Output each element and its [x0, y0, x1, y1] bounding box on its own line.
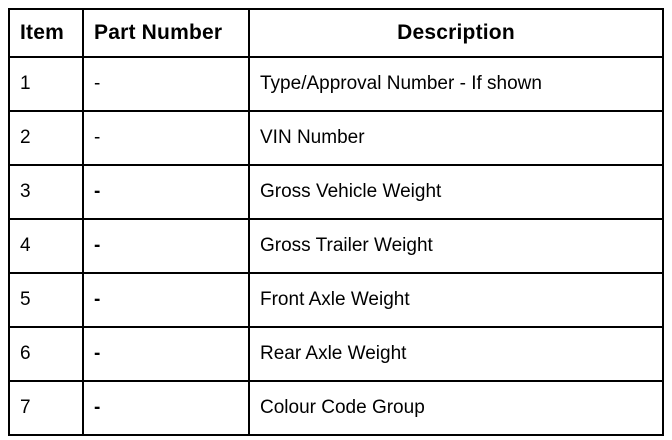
table-row	[9, 381, 663, 435]
cell-part-number: -	[83, 219, 249, 273]
table-body	[9, 57, 663, 435]
cell-description: VIN Number	[249, 111, 663, 165]
cell-item: 5	[9, 273, 83, 327]
table-row	[9, 111, 663, 165]
cell-item: 3	[9, 165, 83, 219]
cell-description: Gross Vehicle Weight	[249, 165, 663, 219]
column-header-part-number: Part Number	[83, 9, 249, 57]
cell-description: Colour Code Group	[249, 381, 663, 435]
cell-part-number: -	[83, 111, 249, 165]
cell-part-number: -	[83, 273, 249, 327]
cell-item: 2	[9, 111, 83, 165]
cell-description: Rear Axle Weight	[249, 327, 663, 381]
table-row	[9, 219, 663, 273]
table-header-row	[9, 9, 663, 57]
table-row	[9, 273, 663, 327]
cell-item: 7	[9, 381, 83, 435]
cell-part-number: -	[83, 327, 249, 381]
column-header-item: Item	[9, 9, 83, 57]
cell-description: Front Axle Weight	[249, 273, 663, 327]
column-header-description: Description	[249, 9, 663, 57]
cell-part-number: -	[83, 165, 249, 219]
parts-table	[8, 8, 664, 436]
cell-part-number: -	[83, 381, 249, 435]
table-row	[9, 327, 663, 381]
table-row	[9, 165, 663, 219]
table-row	[9, 57, 663, 111]
cell-part-number: -	[83, 57, 249, 111]
cell-item: 4	[9, 219, 83, 273]
cell-description: Type/Approval Number - If shown	[249, 57, 663, 111]
cell-item: 1	[9, 57, 83, 111]
table-header	[9, 9, 663, 57]
cell-description: Gross Trailer Weight	[249, 219, 663, 273]
cell-item: 6	[9, 327, 83, 381]
